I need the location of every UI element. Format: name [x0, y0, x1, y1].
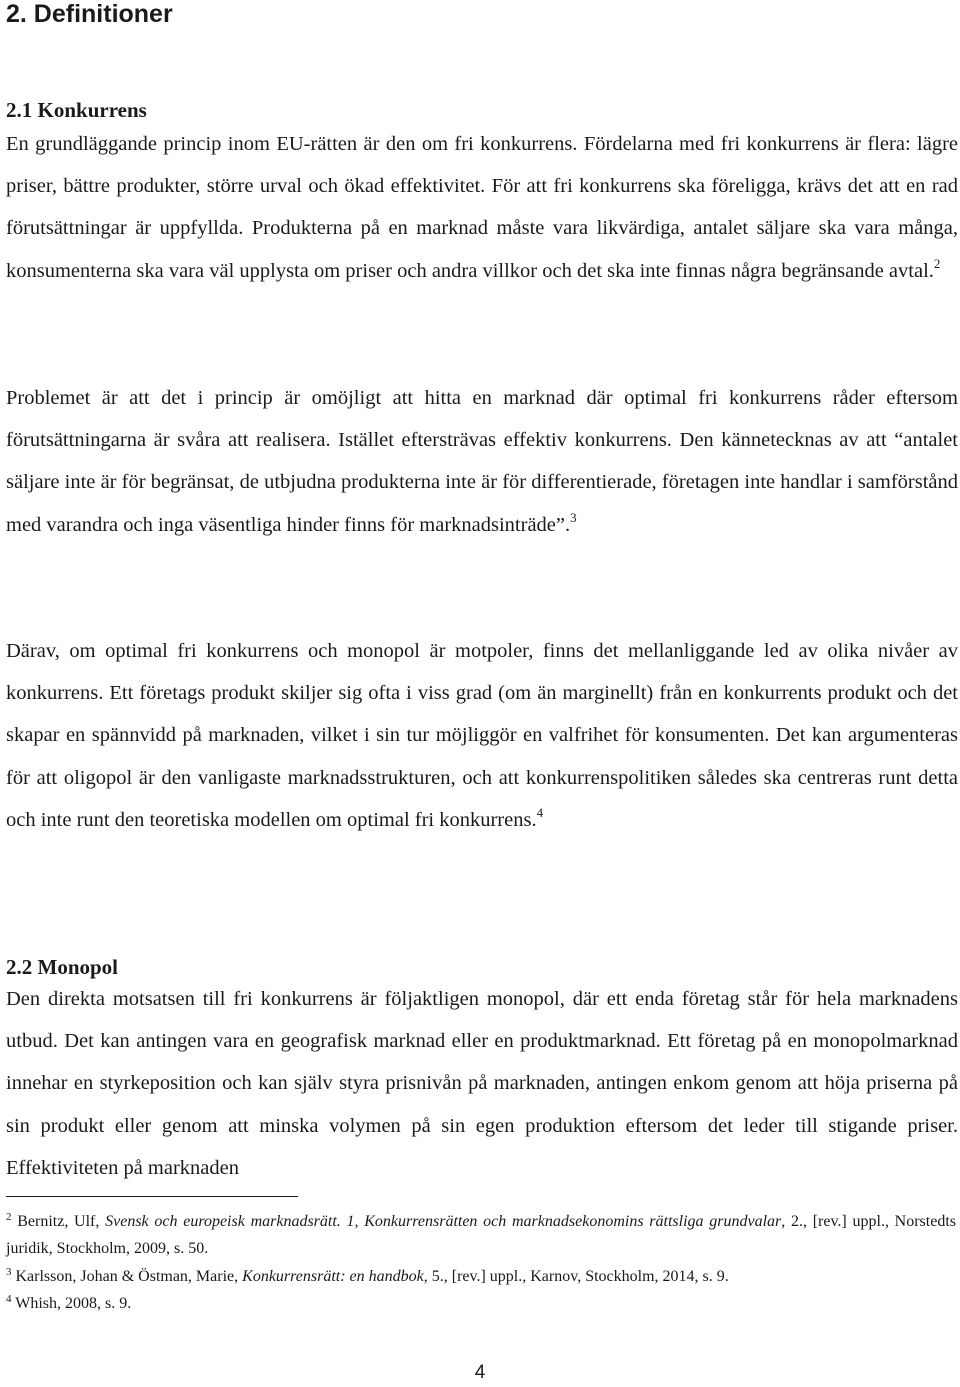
footnote-author: Bernitz, Ulf,: [17, 1213, 106, 1230]
page-number: 4: [474, 1362, 486, 1383]
section-heading-konkurrens: 2.1 Konkurrens: [6, 98, 147, 122]
footnote-2: [6, 1208, 956, 1262]
section-heading-monopol: 2.2 Monopol: [6, 955, 119, 979]
paragraph-konkurrens-1: [6, 123, 958, 292]
footnote-title: Konkurrensrätt: en handbok: [242, 1268, 424, 1285]
footnote-text: Whish, 2008, s. 9.: [15, 1295, 132, 1312]
footnote-number: 4: [6, 1293, 12, 1305]
footnote-details: , 5., [rev.] uppl., Karnov, Stockholm, 2014, s. 9.: [423, 1268, 729, 1285]
paragraph-text: Därav, om optimal fri konkurrens och monopol är motpoler, finns det mellanliggande led av olika nivåer av konkurrens. Ett företags produkt skiljer sig ofta i viss grad (om än marginellt) från en konkurrents produkt och det skapar en spännvidd på marknaden, vilket i sin tur möjliggör en valfrihet för konsumenten. Det kan argumenteras för att oligopol är den vanligaste marknadsstrukturen, och att konkurrenspolitiken således ska centreras runt detta och inte runt den teoretiska modellen om optimal fri konkurrens.: [6, 640, 958, 831]
footnote-ref-4[interactable]: 4: [536, 804, 544, 820]
paragraph-text: Problemet är att det i princip är omöjligt att hitta en marknad där optimal fri konkurrens råder eftersom förutsättningarna är svåra att realisera. Istället eftersträvas effektiv konkurrens. Den kännetecknas av att “antalet säljare inte är för begränsat, de utbjudna produkterna inte är för differentierade, företagen inte handlar i samförstånd med varandra och inga väsentliga hinder finns för marknadsinträde”.: [6, 387, 958, 536]
paragraph-text: En grundläggande princip inom EU-rätten är den om fri konkurrens. Fördelarna med fri konkurrens är flera: lägre priser, bättre produkter, större urval och ökad effektivitet. För att fri konkurrens ska föreligga, krävs det att en rad förutsättningar är uppfyllda. Produkterna på en marknad måste vara likvärdiga, antalet säljare ska vara många, konsumenterna ska vara väl upplysta om priser och andra villkor och det ska inte finnas några begränsande avtal.: [6, 133, 958, 282]
footnote-ref-3[interactable]: 3: [570, 509, 577, 525]
footnote-ref-2[interactable]: 2: [933, 255, 941, 271]
footnote-title: Svensk och europeisk marknadsrätt. 1, Konkurrensrätten och marknadsekonomins rättsliga grundvalar: [105, 1213, 782, 1230]
footnote-details: , 2., [rev.] uppl., Norstedts juridik, Stockholm, 2009, s. 50.: [6, 1213, 956, 1257]
paragraph-konkurrens-3: [6, 630, 958, 841]
chapter-heading: 2. Definitioner: [6, 0, 173, 28]
footnote-4: [6, 1290, 956, 1317]
paragraph-monopol-1: Den direkta motsatsen till fri konkurrens är följaktligen monopol, där ett enda företag står för hela marknadens utbud. Det kan antingen vara en geografisk marknad eller en produktmarknad. Ett företag på en monopolmarknad innehar en styrkeposition och kan själv styra prisnivån på marknaden, antingen enkom genom att höja priserna på sin produkt eller genom att minska volymen på sin egen produktion eftersom det leder till stigande priser. Effektiviteten på marknaden: [6, 988, 958, 1179]
footnote-number: 3: [6, 1266, 12, 1278]
footnote-number: 2: [6, 1211, 12, 1223]
footnote-3: [6, 1263, 956, 1290]
footnote-separator: [6, 1196, 298, 1197]
paragraph-konkurrens-2: [6, 377, 958, 546]
footnote-author: Karlsson, Johan & Östman, Marie,: [15, 1268, 243, 1285]
